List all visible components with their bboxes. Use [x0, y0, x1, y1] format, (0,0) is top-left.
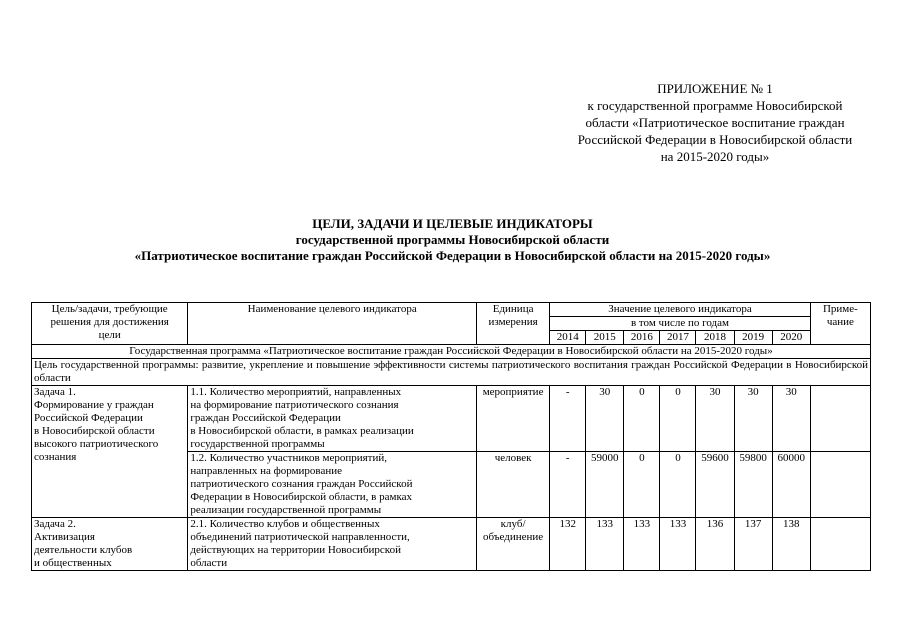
unit-cell: мероприятие	[477, 386, 550, 452]
value-cell: 0	[660, 386, 696, 452]
value-cell: 137	[734, 518, 772, 571]
program-row: Государственная программа «Патриотическое воспитание граждан Российской Федерации в Новосибирской области на 2015-2020 годы»	[32, 345, 871, 359]
value-cell: 60000	[772, 452, 810, 518]
header-by-years: в том числе по годам	[550, 317, 811, 331]
header-year: 2017	[660, 331, 696, 345]
value-cell: 59000	[586, 452, 624, 518]
appendix-line: на 2015-2020 годы»	[660, 149, 770, 164]
value-cell: 59600	[696, 452, 734, 518]
header-year: 2015	[586, 331, 624, 345]
appendix-heading	[530, 80, 900, 165]
value-cell: 132	[550, 518, 586, 571]
value-cell: 59800	[734, 452, 772, 518]
header-goal-tasks: Цель/задачи, требующие решения для достижения цели	[32, 303, 188, 345]
unit-cell: человек	[477, 452, 550, 518]
table-row	[32, 386, 871, 452]
header-unit: Единица измерения	[477, 303, 550, 345]
appendix-line: Российской Федерации в Новосибирской области	[577, 132, 853, 147]
value-cell: 138	[772, 518, 810, 571]
value-cell: 30	[772, 386, 810, 452]
header-year: 2018	[696, 331, 734, 345]
indicators-table	[31, 302, 871, 571]
document-title	[0, 216, 905, 264]
value-cell: 136	[696, 518, 734, 571]
value-cell: 0	[624, 452, 660, 518]
value-cell: 30	[696, 386, 734, 452]
value-cell: -	[550, 452, 586, 518]
title-line: ЦЕЛИ, ЗАДАЧИ И ЦЕЛЕВЫЕ ИНДИКАТОРЫ	[312, 216, 593, 231]
appendix-line: области «Патриотическое воспитание граждан	[585, 115, 845, 130]
indicator-name-cell: 1.1. Количество мероприятий, направленных на формирование патриотического сознания граждан Российской Федерации в Новосибирской области, в рамках реализации государственной программы	[188, 386, 477, 452]
task-cell: Задача 1. Формирование у граждан Российской Федерации в Новосибирской области высокого патриотического сознания	[32, 386, 188, 518]
appendix-line: к государственной программе Новосибирской	[587, 98, 843, 113]
value-cell: -	[550, 386, 586, 452]
indicator-name-cell: 1.2. Количество участников мероприятий, направленных на формирование патриотического сознания граждан Российской Федерации в Новосибирской области, в рамках реализации государственной программы	[188, 452, 477, 518]
header-indicator-name: Наименование целевого индикатора	[188, 303, 477, 345]
value-cell: 30	[734, 386, 772, 452]
header-year: 2019	[734, 331, 772, 345]
note-cell	[810, 386, 870, 452]
value-cell: 133	[624, 518, 660, 571]
value-cell: 0	[660, 452, 696, 518]
value-cell: 0	[624, 386, 660, 452]
header-indicator-value: Значение целевого индикатора	[550, 303, 811, 317]
header-year: 2016	[624, 331, 660, 345]
note-cell	[810, 452, 870, 518]
task-cell: Задача 2. Активизация деятельности клубов и общественных	[32, 518, 188, 571]
unit-cell: клуб/ объединение	[477, 518, 550, 571]
title-line: «Патриотическое воспитание граждан Российской Федерации в Новосибирской области на 2015-2020 годы»	[134, 248, 771, 263]
header-year: 2014	[550, 331, 586, 345]
table-row	[32, 518, 871, 571]
value-cell: 30	[586, 386, 624, 452]
goal-row: Цель государственной программы: развитие, укрепление и повышение эффективности системы патриотического воспитания граждан Российской Федерации в Новосибирской области	[32, 359, 871, 386]
value-cell: 133	[660, 518, 696, 571]
appendix-line: ПРИЛОЖЕНИЕ № 1	[657, 81, 773, 96]
note-cell	[810, 518, 870, 571]
header-year: 2020	[772, 331, 810, 345]
header-note: Приме- чание	[810, 303, 870, 345]
title-line: государственной программы Новосибирской области	[295, 232, 610, 247]
value-cell: 133	[586, 518, 624, 571]
indicator-name-cell: 2.1. Количество клубов и общественных объединений патриотической направленности, действующих на территории Новосибирской области	[188, 518, 477, 571]
